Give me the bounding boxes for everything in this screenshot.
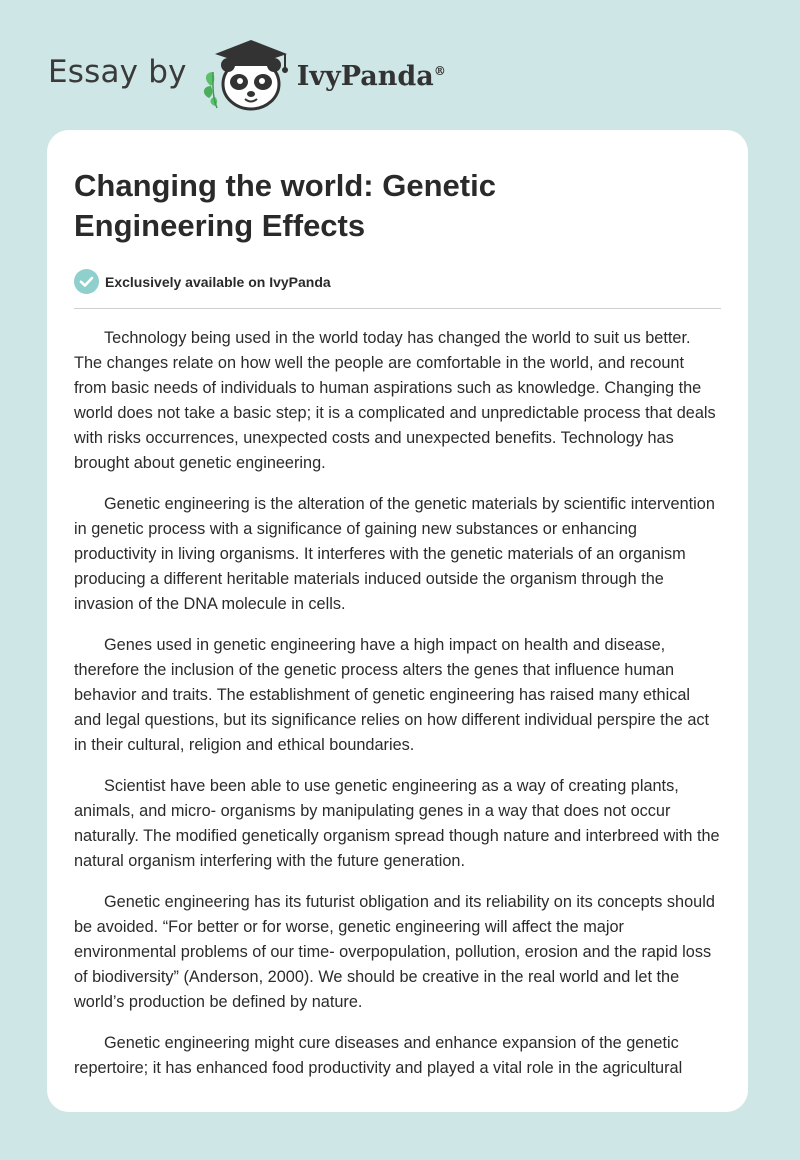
brand-header xyxy=(48,36,446,112)
exclusive-label: Exclusively available on IvyPanda xyxy=(105,273,331,290)
essay-body xyxy=(74,326,721,1081)
registered-mark: ® xyxy=(433,63,446,78)
check-badge-icon xyxy=(74,269,99,294)
essay-title: Changing the world: Genetic Engineering Effects xyxy=(74,168,496,243)
paragraph: Technology being used in the world today has changed the world to suit us better. The changes relate on how well the people are comfortable in the world, and recount from basic needs of individuals to human aspirations such as knowledge. Changing the world does not take a basic step; it is a complicated and unpredictable process that deals with risks occurrences, unexpected costs and unexpected benefits. Technology has brought about genetic engineering. xyxy=(74,329,716,472)
paragraph: Scientist have been able to use genetic engineering as a way of creating plants, animals, and micro- organisms by manipulating genes in a way that does not occur naturally. The modified genetically organism spread though nature and interbreed with the natural organism interfering with the future generation. xyxy=(74,777,720,870)
paragraph: Genetic engineering has its futurist obligation and its reliability on its concepts should be avoided. “For better or for worse, genetic engineering will affect the major environmental problems of our time- overpopulation, pollution, erosion and the rapid loss of biodiversity” (Anderson, 2000). We should be creative in the real world and let the world’s production be defined by nature. xyxy=(74,893,715,1011)
paragraph: Genetic engineering is the alteration of the genetic materials by scientific intervention in genetic process with a significance of gaining new substances or enhancing productivity in living organisms. It interferes with the genetic materials of an organism producing a different heritable materials induced outside the organism through the invasion of the DNA molecule in cells. xyxy=(74,495,715,613)
panda-graduation-cap-icon xyxy=(201,36,293,112)
essay-card xyxy=(47,130,748,1112)
exclusive-availability xyxy=(74,269,721,309)
brand-name: IvyPanda® xyxy=(296,60,446,92)
paragraph: Genetic engineering might cure diseases and enhance expansion of the genetic repertoire; it has enhanced food productivity and played a vital role in the agricultural xyxy=(74,1034,683,1077)
paragraph: Genes used in genetic engineering have a high impact on health and disease, therefore the inclusion of the genetic process alters the genes that influence human behavior and traits. The establishment of genetic engineering has raised many ethical and legal questions, but its significance relies on how different individual perspire the act in their cultural, religion and ethical boundaries. xyxy=(74,636,710,754)
brand-prefix: Essay by xyxy=(48,54,187,90)
